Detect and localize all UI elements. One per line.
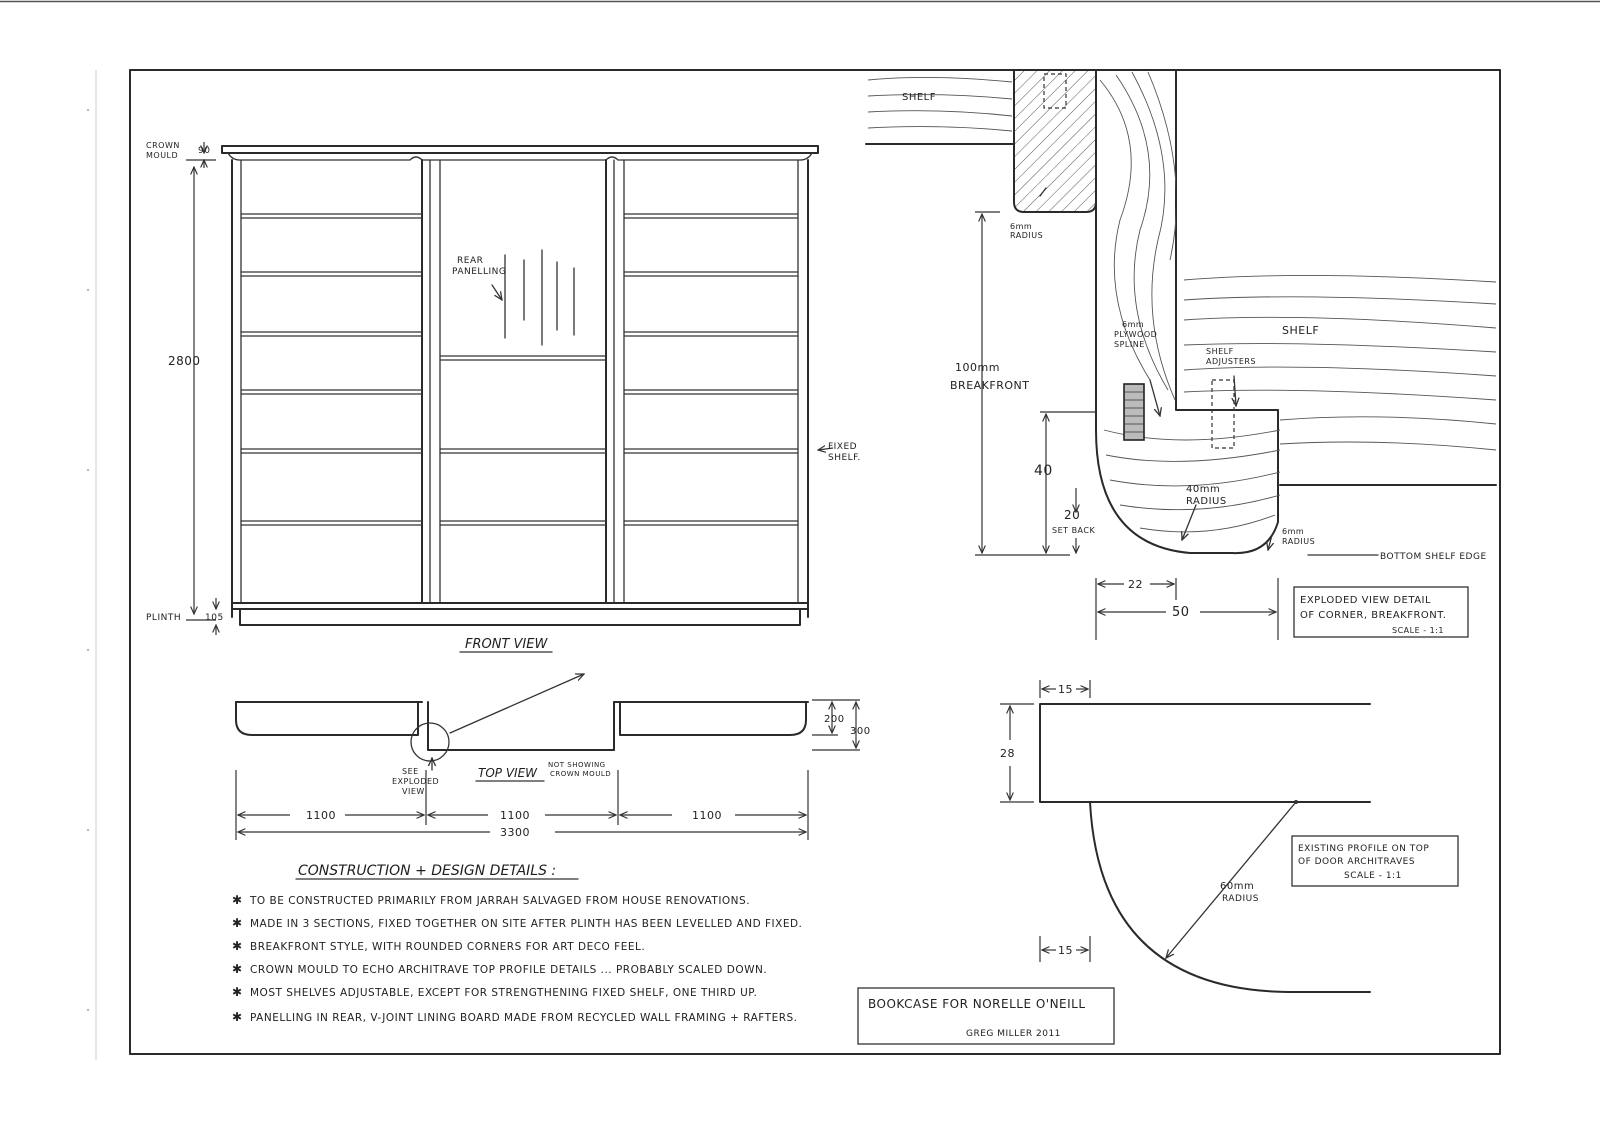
note-bullet: ✱ [232, 939, 243, 953]
exploded-caption-1: EXPLODED VIEW DETAIL [1300, 595, 1432, 606]
crown-dim: 90 [198, 146, 211, 156]
rear-panelling-lines [505, 250, 574, 345]
section-right-dim: 1100 [692, 809, 722, 822]
section-left-dim: 1100 [306, 809, 336, 822]
section-mid-dim: 1100 [500, 809, 530, 822]
note-item: CROWN MOULD TO ECHO ARCHITRAVE TOP PROFILE DETAILS ... PROBABLY SCALED DOWN. [250, 964, 768, 976]
top-view-middle-section [428, 702, 614, 750]
exploded-caption-2: OF CORNER, BREAKFRONT. [1300, 610, 1447, 621]
setback-label: SET BACK [1052, 526, 1096, 535]
dim-40-label: 40 [1034, 463, 1053, 479]
bottom-edge-label: BOTTOM SHELF EDGE [1380, 552, 1487, 562]
see-exploded-3: VIEW [402, 787, 425, 796]
note-bullet: ✱ [232, 893, 243, 907]
notes-list [232, 893, 802, 1024]
drawing-title: BOOKCASE FOR NORELLE O'NEILL [868, 997, 1086, 1011]
rear-panel-label-1: REAR [457, 256, 484, 266]
overall-dim: 3300 [500, 826, 530, 839]
profile-radius-2: RADIUS [1222, 894, 1259, 904]
rear-panel-label-2: PANELLING [452, 267, 507, 277]
adjusters-label-2: ADJUSTERS [1206, 357, 1257, 366]
crown-mould-profile [228, 153, 812, 160]
plinth-label: PLINTH [146, 613, 182, 623]
height-dim: 2800 [168, 354, 201, 368]
spline-label-1: 6mm [1122, 320, 1145, 329]
front-view [186, 142, 833, 635]
radius-6-1: 6mm [1282, 527, 1305, 536]
radius-top-2: RADIUS [1010, 231, 1044, 240]
crown-label-1: CROWN [146, 141, 180, 150]
upper-shelf-section [1014, 70, 1096, 212]
profile-dim-height: 28 [1000, 747, 1015, 760]
punch-dots [87, 109, 89, 1011]
exploded-scale: SCALE - 1:1 [1392, 626, 1444, 635]
profile-caption-2: OF DOOR ARCHITRAVES [1298, 857, 1416, 867]
plinth-dim: 105 [205, 613, 224, 623]
top-view-left-section [236, 702, 418, 735]
profile-radius-1: 60mm [1220, 881, 1255, 892]
note-item: PANELLING IN REAR, V-JOINT LINING BOARD MADE FROM RECYCLED WALL FRAMING + RAFTERS. [250, 1012, 798, 1024]
profile-outline [1040, 704, 1370, 802]
spline-label-2: PLYWOOD [1114, 330, 1158, 339]
fixed-shelf-label-1: FIXED [828, 442, 858, 452]
upright-section [1096, 70, 1278, 553]
breakfront-label-2: BREAKFRONT [950, 379, 1030, 392]
dim-20-label: 20 [1064, 508, 1081, 522]
divider-left [422, 160, 440, 603]
notes-heading: CONSTRUCTION + DESIGN DETAILS : [298, 863, 557, 879]
spline-label-3: SPLINE [1114, 340, 1145, 349]
top-view-note-1: NOT SHOWING [548, 761, 606, 769]
dim-22-label: 22 [1128, 578, 1143, 591]
note-item: BREAKFRONT STYLE, WITH ROUNDED CORNERS FOR ART DECO FEEL. [250, 941, 646, 953]
top-view-note-2: CROWN MOULD [550, 770, 612, 778]
front-view-title: FRONT VIEW [465, 637, 548, 652]
see-exploded-2: EXPLODED [392, 777, 440, 786]
drawing-author: GREG MILLER 2011 [966, 1029, 1061, 1039]
shelves-middle [440, 356, 606, 525]
shelf-grain-left [868, 77, 1012, 131]
radius-6-2: RADIUS [1282, 537, 1316, 546]
shelf-right-label: SHELF [1282, 324, 1320, 337]
profile-dim-bottom: 15 [1058, 944, 1073, 957]
top-view-right-section [620, 702, 806, 735]
divider-right [606, 160, 624, 603]
crown-label-2: MOULD [146, 151, 179, 160]
dim-50-label: 50 [1172, 605, 1190, 620]
note-item: MADE IN 3 SECTIONS, FIXED TOGETHER ON SITE AFTER PLINTH HAS BEEN LEVELLED AND FIXED. [250, 918, 803, 930]
note-bullet: ✱ [232, 1010, 243, 1024]
profile-dim-top: 15 [1058, 683, 1073, 696]
note-item: TO BE CONSTRUCTED PRIMARILY FROM JARRAH SALVAGED FROM HOUSE RENOVATIONS. [250, 895, 751, 907]
depth-front-dim: 200 [824, 714, 845, 725]
profile-scale: SCALE - 1:1 [1344, 871, 1402, 881]
note-item: MOST SHELVES ADJUSTABLE, EXCEPT FOR STRENGTHENING FIXED SHELF, ONE THIRD UP. [250, 987, 758, 999]
radius-40-2: RADIUS [1186, 496, 1227, 507]
radius-40-1: 40mm [1186, 484, 1221, 495]
note-bullet: ✱ [232, 962, 243, 976]
breakfront-label-1: 100mm [955, 361, 1000, 374]
note-bullet: ✱ [232, 985, 243, 999]
adjusters-label-1: SHELF [1206, 347, 1234, 356]
note-bullet: ✱ [232, 916, 243, 930]
top-view-title: TOP VIEW [478, 766, 538, 780]
plinth [240, 609, 800, 625]
shelves-right [624, 214, 798, 525]
crown-mould [222, 146, 818, 153]
shelf-top-label: SHELF [902, 92, 937, 103]
depth-total-dim: 300 [850, 726, 871, 737]
shelves-left [241, 214, 422, 525]
upright-grain [1100, 72, 1280, 532]
radius-top-1: 6mm [1010, 222, 1033, 231]
detail-callout-circle [411, 723, 449, 761]
fixed-shelf-label-2: SHELF. [828, 453, 861, 463]
see-exploded-1: SEE [402, 767, 419, 776]
profile-caption-1: EXISTING PROFILE ON TOP [1298, 844, 1430, 854]
